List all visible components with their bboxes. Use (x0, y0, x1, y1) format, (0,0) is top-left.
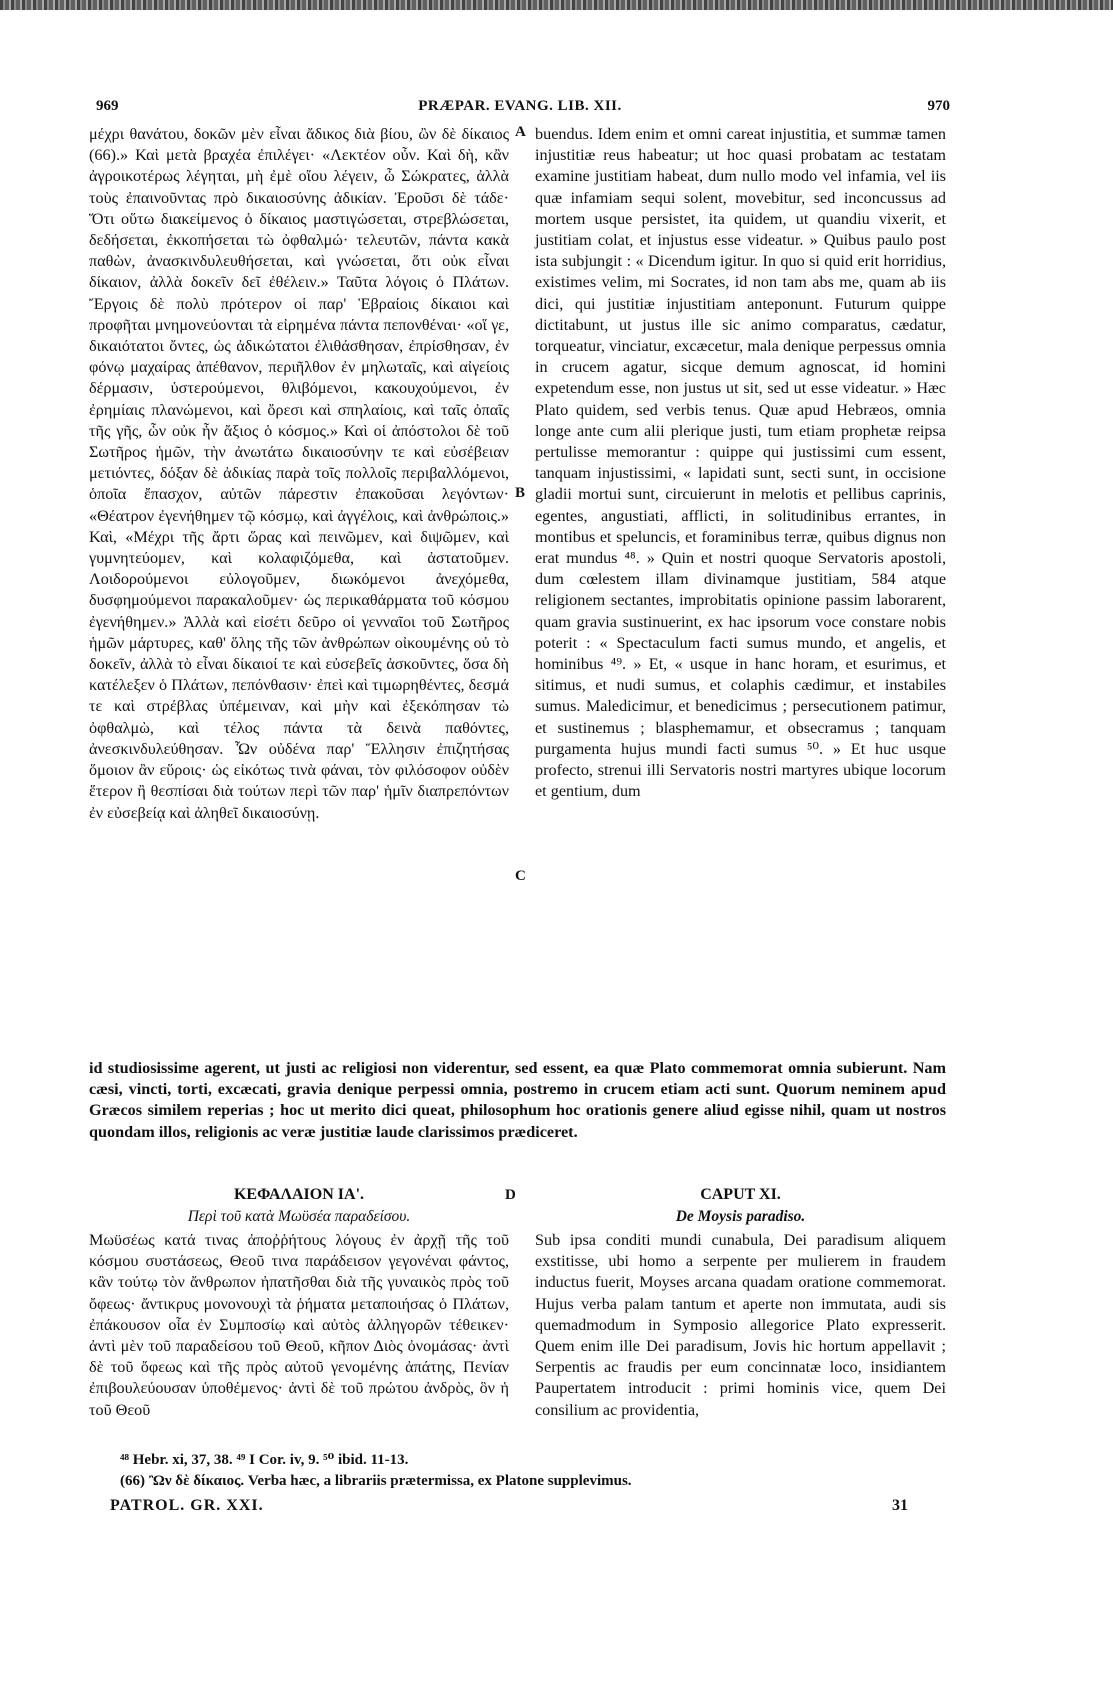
page-number-right: 970 (927, 98, 950, 114)
footnote-66: (66) Ὢν δὲ δίκαιος. Verba hæc, a librariis prætermissa, ex Platone supplevimus. (120, 1473, 632, 1489)
latin-column-top (535, 124, 946, 803)
margin-marker-d: D (505, 1187, 516, 1203)
signature-line (110, 1497, 940, 1521)
margin-marker-a: A (515, 124, 526, 140)
greek-text-top: μέχρι θανάτου, δοκῶν μὲν εἶναι ἄδικος διὰ βίου, ὢν δὲ δίκαιος (66).» Καὶ μετὰ βραχέα ἐπιλέγει· «Λεκτέον οὖν. Καὶ δὴ, κἂν ἀγροικοτέρως λέγηται, μὴ ἐμὲ οἴου λέγειν, ὦ Σώκρατες, ἀλλὰ τοὺς ἐπαινοῦντας πρὸ δικαιοσύνης ἀδικίαν. Ἐροῦσι δὲ τάδε· Ὅτι οὕτω διακείμενος ὁ δίκαιος μαστιγώσεται, στρεβλώσεται, δεδήσεται, ἐκκοπήσεται τὼ ὀφθαλμώ· τελευτῶν, πάντα κακὰ παθὼν, ἀνασκινδυλευθήσεται, καὶ γνώσεται, ὅτι οὐκ εἶναι δίκαιον, ἀλλὰ δοκεῖν δεῖ ἐθέλειν.» Ταῦτα λόγοις ὁ Πλάτων. Ἔργοις δὲ πολὺ πρότερον οἱ παρ' Ἑβραίοις δίκαιοι καὶ προφῆται μνημονεύονται τὰ εἰρημένα πάντα πεπονθέναι· «οἵ γε, δικαιότατοι ὄντες, ὡς ἀδικώτατοι ἐλιθάσθησαν, ἐπρίσθησαν, ἐν φόνῳ μαχαίρας ἀπέθανον, περιῆλθον ἐν μηλωταῖς, καὶ αἰγείοις δέρμασιν, ὑστερούμενοι, θλιβόμενοι, κακουχούμενοι, ἐν ἐρημίαις πλανώμενοι, καὶ ὄρεσι καὶ σπηλαίοις, καὶ ταῖς ὀπαῖς τῆς γῆς, ὧν οὐκ ἦν ἄξιος ὁ κόσμος.» Καὶ οἱ ἀπόστολοι δὲ τοῦ Σωτῆρος ἡμῶν, τὴν ἀνωτάτω δικαιοσύνην τε καὶ εὐσέβειαν μετιόντες, δόξαν δὲ ἀδικίας παρὰ τοῖς πολλοῖς περιβαλλόμενοι, ὁποῖα ἔπασχον, αὐτῶν πάρεστιν ἐπακοῦσαι λεγόντων· «Θέατρον ἐγενήθημεν τῷ κόσμῳ, καὶ ἀγγέλοις, καὶ ἀνθρώποις.» Καὶ, «Μέχρι τῆς ἄρτι ὥρας καὶ πεινῶμεν, καὶ διψῶμεν, καὶ γυμνητεύομεν, καὶ κολαφιζόμεθα, καὶ ἀστατοῦμεν. Λοιδορούμενοι εὐλογοῦμεν, διωκόμενοι ἀνεχόμεθα, δυσφημούμενοι παρακαλοῦμεν· ὡς περικαθάρματα τοῦ κόσμου ἐγενήθημεν.» Ἀλλὰ καὶ εἰσέτι δεῦρο οἱ γενναῖοι τοῦ Σωτῆρος ἡμῶν μάρτυρες, καθ' ὅλης τῆς τῶν ἀνθρώπων οἰκουμένης οὐ τὸ δοκεῖν, ἀλλὰ τὸ εἶναι δίκαιοί τε καὶ εὐσεβεῖς ἀσκοῦντες, ὅσα δὴ κατέλεξεν ὁ Πλάτων, πεπόνθασιν· ἐπεὶ καὶ τιμωρηθέντες, δεσμά τε καὶ στρέβλας ὑπέμειναν, καὶ μὴν καὶ ἐξεκόπησαν τὼ ὀφθαλμὼ, καὶ τέλος πάντα τὰ δεινὰ παθόντες, ἀνεσκινδυλεύθησαν. Ὧν οὐδένα παρ' Ἕλλησιν ἐπιζητήσας ὅμοιον ἂν εὕροις· ὡς εἰκότως τινὰ φάναι, τὸν φιλόσοφον οὐδὲν ἕτερον ἢ θεσπίσαι διὰ τούτων περὶ τῶν παρ' ἡμῖν διαπρεπόντων ἐν εὐσεβείᾳ καὶ ἀληθεῖ δικαιοσύνῃ. (89, 125, 509, 822)
latin-full-width-paragraph: id studiosissime agerent, ut justi ac religiosi non viderentur, sed essent, ea quæ Plato commemorat omnia subierunt. Nam cæsi, vincti, torti, excæcati, gravia denique perpessi omnia, postremo in crucem etiam acti sunt. Quorum neminem apud Græcos similem reperias ; hoc ut merito dici queat, philosophum hoc orationis genere aliud egisse nihil, quam ut nostros quondam illos, religionis ac veræ justitiæ laude clarissimos prædiceret. (89, 1059, 946, 1141)
footnote-references: ⁴⁸ Hebr. xi, 37, 38. ⁴⁹ I Cor. iv, 9. ⁵⁰ ibid. 11-13. (120, 1452, 409, 1468)
greek-column-bottom (89, 1230, 509, 1421)
margin-marker-b: B (515, 485, 526, 501)
latin-text-top: buendus. Idem enim et omni careat injustitia, et summæ tamen injustitiæ reus habeatur; ut hoc quasi probatam ac testatam examine justitiam habeat, dum nullo modo vel infamia, vel iis quæ infamiam sequi solent, movebitur, sed inconcussus ad mortem usque persistet, ita quidem, ut quandiu vixerit, et justitiam colat, et injustus esse videatur. » Quibus paulo post ista subjungit : « Dicendum igitur. In quo si quid erit horridius, existimes velim, mi Socrates, id non tam abs me, quam ab iis dici, qui justitiæ injustitiam anteponunt. Futurum quippe dictitabunt, ut justus ille sic animo comparatus, cædatur, torqueatur, vinciatur, excæcetur, mala denique perpessus omnia in crucem agatur, sicque demum agnoscat, id homini expetendum esse, non justus ut sit, sed ut esse videatur. » Hæc Plato quidem, sed verbis tenus. Quæ apud Hebræos, omnia longe ante cum alii plerique justi, tum etiam prophetæ reipsa pertulisse memorantur : quippe qui justissimi cum essent, tanquam injustissimi, « lapidati sunt, secti sunt, in occisione gladii mortui sunt, circuierunt in melotis et pellibus caprinis, egentes, angustiati, afflicti, in solitudinibus errantes, in montibus et speluncis, et foraminibus terræ, quibus dignus non erat mundus ⁴⁸. » Quin et nostri quoque Servatoris apostoli, dum cœlestem illam divinamque justitiam, 584 atque religionem sectantes, improbitatis opinione passim laborarent, quam gravia sustinuerint, ex hac ipsorum voce constare nobis poterit : « Spectaculum facti sumus mundo, et angelis, et hominibus ⁴⁹. » Et, « usque in hanc horam, et esurimus, et sitimus, et nudi sumus, et colaphis cædimur, et instabiles sumus. Maledicimur, et benedicimus ; persecutionem patimur, et sustinemus ; blasphemamur, et obsecramus ; tanquam purgamenta hujus mundi facti sumus ⁵⁰. » Et huc usque profecto, strenui illi Servatoris nostri martyres ubique locorum et gentium, dum (535, 125, 946, 801)
footnotes (120, 1450, 940, 1492)
greek-text-bottom: Μωϋσέως κατά τινας ἀποῤῥήτους λόγους ἐν ἀρχῇ τῆς τοῦ κόσμου συστάσεως, Θεοῦ τινα παράδεισον γεγονέναι φάντος, κἂν τούτῳ τὸν ἄνθρωπον ἠπατῆσθαι διὰ τῆς γυναικὸς πρὸς τοῦ ὄφεως· ἄντικρυς μονονουχὶ τὰ ῥήματα μεταποιήσας ὁ Πλάτων, ἐπάκουσον οἷα ἐν Συμποσίῳ καὶ αὐτὸς ἀλληγορῶν τέθεικεν· ἀντὶ μὲν τοῦ παραδείσου τοῦ Θεοῦ, κῆπον Διὸς ὀνομάσας· ἀντὶ δὲ τοῦ ὄφεως καὶ τῆς πρὸς αὐτοῦ γενομένης ἀπάτης, Πενίαν ἐπιβουλεύουσαν ὑποθέμενος· ἀντὶ δὲ τοῦ πρώτου ἀνδρὸς, ὃν ἡ τοῦ Θεοῦ (89, 1231, 509, 1419)
greek-column-top (89, 124, 509, 824)
latin-column-bottom (535, 1230, 946, 1421)
signature-number: 31 (892, 1497, 908, 1514)
chapter-heading-latin: CAPUT XI. (700, 1186, 781, 1203)
running-title: PRÆPAR. EVANG. LIB. XII. (418, 98, 622, 114)
running-header (90, 98, 950, 122)
series-signature: PATROL. GR. XXI. (110, 1497, 264, 1514)
chapter-heading-greek: ΚΕΦΑΛΑΙΟΝ ΙΑ'. (233, 1186, 365, 1203)
chapter-subtitle-greek: Περὶ τοῦ κατὰ Μωϋσέα παραδείσου. (187, 1208, 411, 1225)
chapter-subtitle-latin: De Moysis paradiso. (675, 1208, 806, 1225)
latin-text-bottom: Sub ipsa conditi mundi cunabula, Dei paradisum aliquem exstitisse, ubi homo a serpente per mulierem in fraudem inductus fuerit, Moyses arcana quadam oratione commemorat. Hujus verba palam tantum et aperte non immutata, audi sis quemadmodum in Symposio allegorice Plato expresserit. Quem enim ille Dei paradisum, Jovis hic hortum appellavit ; Serpentis ac fraudis per eum concinnatæ loco, insidiantem Paupertatem introducit : primi hominis vice, quem Dei consilium ac providentia, (535, 1231, 946, 1419)
page-number-left: 969 (96, 98, 119, 114)
scan-top-edge (0, 0, 1113, 10)
margin-marker-c: C (515, 868, 526, 884)
